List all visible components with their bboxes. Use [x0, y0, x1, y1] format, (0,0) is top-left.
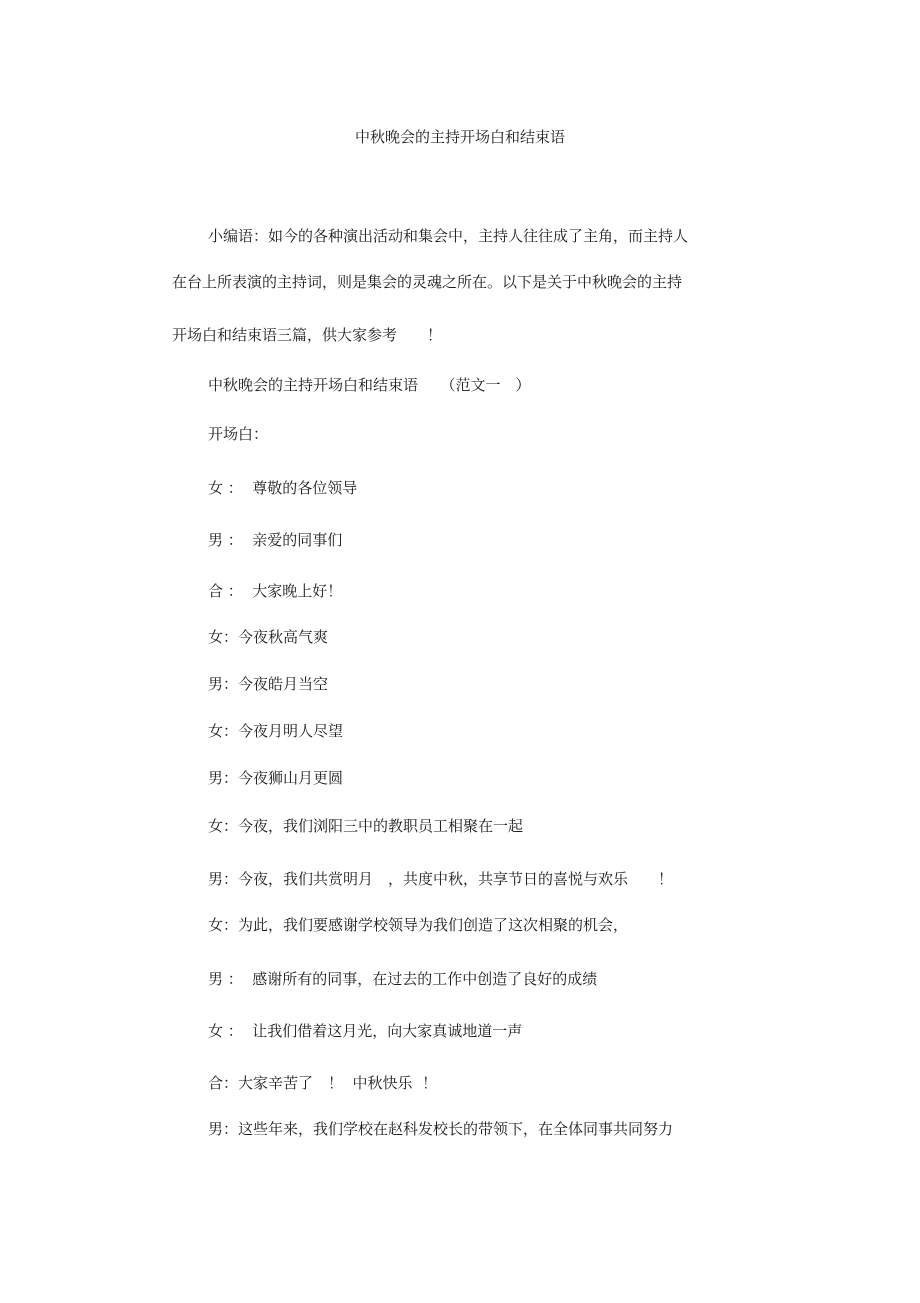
intro-line-1: 小编语：如今的各种演出活动和集会中，主持人往往成了主角，而主持人 [208, 227, 689, 245]
dialogue-line: 女：今夜，我们浏阳三中的教职员工相聚在一起 [208, 817, 524, 835]
dialogue-line: 女：今夜月明人尽望 [208, 722, 344, 740]
dialogue-line: 女：为此，我们要感谢学校领导为我们创造了这次相聚的机会， [208, 916, 629, 934]
dialogue-line: 男：今夜，我们共赏明月 ，共度中秋，共享节日的喜悦与欢乐 ！ [208, 870, 674, 888]
dialogue-line: 女：今夜秋高气爽 [208, 628, 329, 646]
section-heading: 中秋晚会的主持开场白和结束语 （范文一 ） [208, 376, 531, 394]
dialogue-line: 女 ： 尊敬的各位领导 [208, 479, 358, 497]
dialogue-line: 男：今夜狮山月更圆 [208, 769, 344, 787]
dialogue-line: 合：大家辛苦了 ！ 中秋快乐 ！ [208, 1074, 438, 1092]
dialogue-line: 合 ： 大家晚上好！ [208, 582, 343, 600]
dialogue-line: 男：这些年来，我们学校在赵科发校长的带领下，在全体同事共同努力 [208, 1120, 674, 1138]
opening-label: 开场白： [208, 425, 269, 443]
document-title: 中秋晚会的主持开场白和结束语 [354, 128, 565, 146]
dialogue-line: 女 ： 让我们借着这月光，向大家真诚地道一声 [208, 1022, 523, 1040]
dialogue-line: 男 ： 亲爱的同事们 [208, 531, 343, 549]
intro-line-2: 在台上所表演的主持词，则是集会的灵魂之所在。以下是关于中秋晚会的主持 [172, 273, 683, 291]
dialogue-line: 男：今夜皓月当空 [208, 675, 329, 693]
intro-line-3: 开场白和结束语三篇，供大家参考 ！ [172, 326, 443, 344]
dialogue-line: 男 ： 感谢所有的同事，在过去的工作中创造了良好的成绩 [208, 970, 598, 988]
